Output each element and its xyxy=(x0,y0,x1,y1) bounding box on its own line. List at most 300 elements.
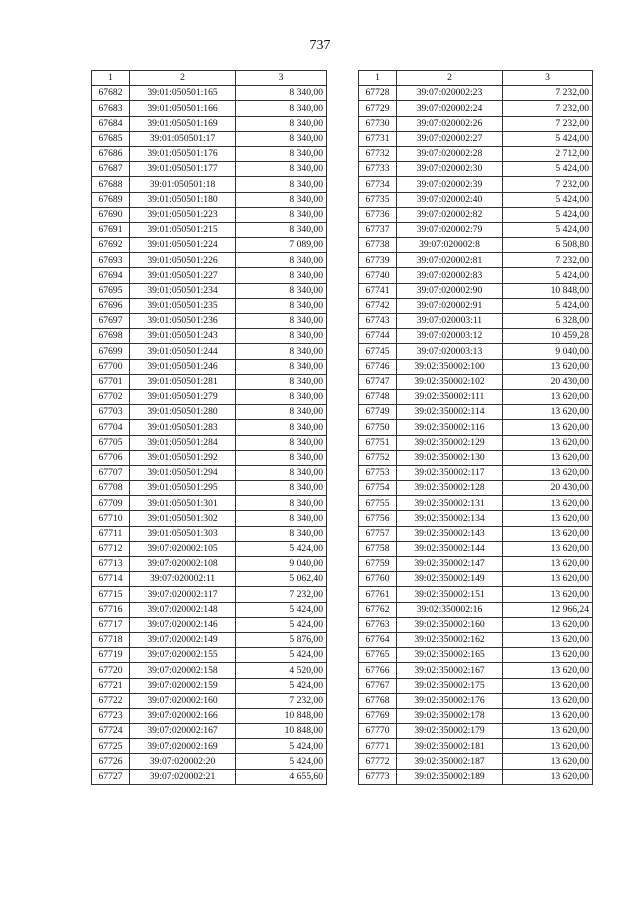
cadastral-number-cell: 39:02:350002:189 xyxy=(397,769,503,784)
cadastral-number-cell: 39:01:050501:236 xyxy=(130,314,236,329)
cadastral-number-cell: 39:07:020002:167 xyxy=(130,724,236,739)
cadastral-number-cell: 39:07:020002:8 xyxy=(397,238,503,253)
cadastral-number-cell: 39:02:350002:175 xyxy=(397,678,503,693)
cadastral-number-cell: 39:07:020002:24 xyxy=(397,101,503,116)
table-row xyxy=(92,678,327,693)
table-row xyxy=(92,222,327,237)
value-cell: 5 424,00 xyxy=(503,268,593,283)
cadastral-number-cell: 39:07:020002:166 xyxy=(130,708,236,723)
column-header-value: 3 xyxy=(503,71,593,86)
value-cell: 7 232,00 xyxy=(503,177,593,192)
table-row xyxy=(92,754,327,769)
table-row xyxy=(92,344,327,359)
row-number-cell: 67766 xyxy=(359,663,397,678)
row-number-cell: 67744 xyxy=(359,329,397,344)
table-row xyxy=(359,724,593,739)
row-number-cell: 67732 xyxy=(359,146,397,161)
table-row xyxy=(92,617,327,632)
row-number-cell: 67702 xyxy=(92,389,130,404)
table-row xyxy=(92,283,327,298)
table-row xyxy=(359,101,593,116)
value-cell: 8 340,00 xyxy=(236,177,327,192)
cadastral-number-cell: 39:02:350002:187 xyxy=(397,754,503,769)
value-cell: 10 848,00 xyxy=(236,724,327,739)
cadastral-number-cell: 39:07:020002:105 xyxy=(130,541,236,556)
row-number-cell: 67730 xyxy=(359,116,397,131)
value-cell: 5 424,00 xyxy=(236,602,327,617)
row-number-cell: 67705 xyxy=(92,435,130,450)
cadastral-number-cell: 39:01:050501:223 xyxy=(130,207,236,222)
cadastral-number-cell: 39:02:350002:134 xyxy=(397,511,503,526)
value-cell: 20 430,00 xyxy=(503,481,593,496)
cadastral-number-cell: 39:07:020003:11 xyxy=(397,314,503,329)
table-row xyxy=(92,162,327,177)
value-cell: 8 340,00 xyxy=(236,420,327,435)
table-row xyxy=(92,131,327,146)
table-header-row xyxy=(92,71,327,86)
row-number-cell: 67706 xyxy=(92,450,130,465)
table-row xyxy=(359,207,593,222)
cadastral-number-cell: 39:01:050501:169 xyxy=(130,116,236,131)
table-row xyxy=(359,693,593,708)
row-number-cell: 67692 xyxy=(92,238,130,253)
table-row xyxy=(92,496,327,511)
row-number-cell: 67716 xyxy=(92,602,130,617)
table-row xyxy=(359,678,593,693)
value-cell: 10 848,00 xyxy=(236,708,327,723)
row-number-cell: 67758 xyxy=(359,541,397,556)
value-cell: 13 620,00 xyxy=(503,617,593,632)
value-cell: 6 508,80 xyxy=(503,238,593,253)
table-row xyxy=(359,238,593,253)
table-row xyxy=(359,405,593,420)
row-number-cell: 67709 xyxy=(92,496,130,511)
cadastral-number-cell: 39:02:350002:176 xyxy=(397,693,503,708)
row-number-cell: 67771 xyxy=(359,739,397,754)
table-row xyxy=(359,283,593,298)
table-row xyxy=(359,116,593,131)
value-cell: 8 340,00 xyxy=(236,101,327,116)
cadastral-number-cell: 39:01:050501:244 xyxy=(130,344,236,359)
table-row xyxy=(92,314,327,329)
row-number-cell: 67707 xyxy=(92,465,130,480)
value-cell: 13 620,00 xyxy=(503,769,593,784)
value-cell: 8 340,00 xyxy=(236,465,327,480)
row-number-cell: 67713 xyxy=(92,557,130,572)
row-number-cell: 67764 xyxy=(359,632,397,647)
cadastral-number-cell: 39:07:020002:20 xyxy=(130,754,236,769)
value-cell: 2 712,00 xyxy=(503,146,593,161)
value-cell: 5 424,00 xyxy=(236,617,327,632)
cadastral-number-cell: 39:02:350002:102 xyxy=(397,374,503,389)
value-cell: 13 620,00 xyxy=(503,511,593,526)
table-row xyxy=(92,511,327,526)
value-cell: 13 620,00 xyxy=(503,572,593,587)
table-row xyxy=(92,693,327,708)
row-number-cell: 67750 xyxy=(359,420,397,435)
row-number-cell: 67722 xyxy=(92,693,130,708)
value-cell: 8 340,00 xyxy=(236,450,327,465)
table-row xyxy=(92,374,327,389)
row-number-cell: 67708 xyxy=(92,481,130,496)
value-cell: 8 340,00 xyxy=(236,405,327,420)
table-row xyxy=(92,116,327,131)
cadastral-number-cell: 39:07:020002:148 xyxy=(130,602,236,617)
cadastral-number-cell: 39:07:020002:81 xyxy=(397,253,503,268)
value-cell: 8 340,00 xyxy=(236,359,327,374)
table-row xyxy=(359,131,593,146)
cadastral-number-cell: 39:02:350002:178 xyxy=(397,708,503,723)
table-row xyxy=(92,146,327,161)
table-row xyxy=(359,329,593,344)
cadastral-number-cell: 39:01:050501:302 xyxy=(130,511,236,526)
row-number-cell: 67694 xyxy=(92,268,130,283)
row-number-cell: 67768 xyxy=(359,693,397,708)
table-row xyxy=(359,708,593,723)
table-row xyxy=(359,526,593,541)
value-cell: 13 620,00 xyxy=(503,405,593,420)
table-row xyxy=(359,465,593,480)
cadastral-number-cell: 39:07:020002:155 xyxy=(130,648,236,663)
value-cell: 4 655,60 xyxy=(236,769,327,784)
cadastral-number-cell: 39:02:350002:160 xyxy=(397,617,503,632)
table-row xyxy=(92,192,327,207)
row-number-cell: 67698 xyxy=(92,329,130,344)
table-row xyxy=(359,648,593,663)
row-number-cell: 67767 xyxy=(359,678,397,693)
cadastral-number-cell: 39:01:050501:165 xyxy=(130,86,236,101)
cadastral-number-cell: 39:02:350002:151 xyxy=(397,587,503,602)
cadastral-number-cell: 39:01:050501:226 xyxy=(130,253,236,268)
row-number-cell: 67688 xyxy=(92,177,130,192)
value-cell: 12 966,24 xyxy=(503,602,593,617)
value-cell: 10 459,28 xyxy=(503,329,593,344)
cadastral-number-cell: 39:02:350002:131 xyxy=(397,496,503,511)
row-number-cell: 67737 xyxy=(359,222,397,237)
table-row xyxy=(359,374,593,389)
row-number-cell: 67760 xyxy=(359,572,397,587)
column-header-number: 1 xyxy=(92,71,130,86)
value-cell: 8 340,00 xyxy=(236,116,327,131)
cadastral-number-cell: 39:02:350002:149 xyxy=(397,572,503,587)
table-row xyxy=(359,177,593,192)
table-row xyxy=(92,329,327,344)
registry-table-left xyxy=(91,70,327,785)
value-cell: 6 328,00 xyxy=(503,314,593,329)
row-number-cell: 67704 xyxy=(92,420,130,435)
row-number-cell: 67714 xyxy=(92,572,130,587)
table-row xyxy=(359,511,593,526)
row-number-cell: 67735 xyxy=(359,192,397,207)
value-cell: 8 340,00 xyxy=(236,329,327,344)
cadastral-number-cell: 39:07:020002:169 xyxy=(130,739,236,754)
value-cell: 8 340,00 xyxy=(236,222,327,237)
value-cell: 8 340,00 xyxy=(236,511,327,526)
table-row xyxy=(92,450,327,465)
table-row xyxy=(359,253,593,268)
value-cell: 7 089,00 xyxy=(236,238,327,253)
value-cell: 13 620,00 xyxy=(503,663,593,678)
table-row xyxy=(92,557,327,572)
table-row xyxy=(359,162,593,177)
value-cell: 8 340,00 xyxy=(236,268,327,283)
table-row xyxy=(92,298,327,313)
value-cell: 8 340,00 xyxy=(236,435,327,450)
row-number-cell: 67731 xyxy=(359,131,397,146)
table-row xyxy=(92,572,327,587)
table-row xyxy=(92,724,327,739)
cadastral-number-cell: 39:07:020002:11 xyxy=(130,572,236,587)
table-row xyxy=(359,298,593,313)
row-number-cell: 67727 xyxy=(92,769,130,784)
row-number-cell: 67751 xyxy=(359,435,397,450)
cadastral-number-cell: 39:07:020002:160 xyxy=(130,693,236,708)
cadastral-number-cell: 39:07:020002:158 xyxy=(130,663,236,678)
value-cell: 13 620,00 xyxy=(503,465,593,480)
table-row xyxy=(359,557,593,572)
row-number-cell: 67748 xyxy=(359,389,397,404)
table-row xyxy=(359,222,593,237)
value-cell: 8 340,00 xyxy=(236,314,327,329)
value-cell: 5 424,00 xyxy=(236,648,327,663)
row-number-cell: 67682 xyxy=(92,86,130,101)
column-header-cadastral: 2 xyxy=(397,71,503,86)
row-number-cell: 67754 xyxy=(359,481,397,496)
cadastral-number-cell: 39:01:050501:243 xyxy=(130,329,236,344)
row-number-cell: 67689 xyxy=(92,192,130,207)
value-cell: 13 620,00 xyxy=(503,389,593,404)
value-cell: 8 340,00 xyxy=(236,374,327,389)
value-cell: 9 040,00 xyxy=(503,344,593,359)
value-cell: 13 620,00 xyxy=(503,496,593,511)
row-number-cell: 67752 xyxy=(359,450,397,465)
cadastral-number-cell: 39:07:020002:28 xyxy=(397,146,503,161)
value-cell: 4 520,00 xyxy=(236,663,327,678)
row-number-cell: 67700 xyxy=(92,359,130,374)
value-cell: 5 424,00 xyxy=(503,298,593,313)
table-row xyxy=(92,405,327,420)
table-row xyxy=(92,739,327,754)
table-row xyxy=(359,754,593,769)
table-row xyxy=(92,526,327,541)
value-cell: 5 424,00 xyxy=(503,131,593,146)
value-cell: 9 040,00 xyxy=(236,557,327,572)
row-number-cell: 67724 xyxy=(92,724,130,739)
cadastral-number-cell: 39:07:020002:90 xyxy=(397,283,503,298)
table-row xyxy=(92,435,327,450)
table-row xyxy=(92,708,327,723)
cadastral-number-cell: 39:02:350002:128 xyxy=(397,481,503,496)
row-number-cell: 67719 xyxy=(92,648,130,663)
cadastral-number-cell: 39:07:020002:40 xyxy=(397,192,503,207)
table-row xyxy=(92,268,327,283)
row-number-cell: 67746 xyxy=(359,359,397,374)
table-row xyxy=(92,207,327,222)
cadastral-number-cell: 39:01:050501:292 xyxy=(130,450,236,465)
table-row xyxy=(359,602,593,617)
cadastral-number-cell: 39:07:020002:159 xyxy=(130,678,236,693)
table-row xyxy=(359,587,593,602)
table-row xyxy=(359,481,593,496)
table-row xyxy=(359,435,593,450)
cadastral-number-cell: 39:02:350002:16 xyxy=(397,602,503,617)
value-cell: 13 620,00 xyxy=(503,450,593,465)
row-number-cell: 67691 xyxy=(92,222,130,237)
value-cell: 13 620,00 xyxy=(503,541,593,556)
table-row xyxy=(92,389,327,404)
cadastral-number-cell: 39:01:050501:166 xyxy=(130,101,236,116)
table-row xyxy=(92,541,327,556)
row-number-cell: 67729 xyxy=(359,101,397,116)
row-number-cell: 67690 xyxy=(92,207,130,222)
cadastral-number-cell: 39:02:350002:116 xyxy=(397,420,503,435)
cadastral-number-cell: 39:01:050501:284 xyxy=(130,435,236,450)
table-row xyxy=(359,420,593,435)
table-row xyxy=(359,389,593,404)
cadastral-number-cell: 39:07:020002:79 xyxy=(397,222,503,237)
row-number-cell: 67717 xyxy=(92,617,130,632)
table-row xyxy=(92,481,327,496)
row-number-cell: 67759 xyxy=(359,557,397,572)
cadastral-number-cell: 39:01:050501:180 xyxy=(130,192,236,207)
cadastral-number-cell: 39:07:020002:83 xyxy=(397,268,503,283)
row-number-cell: 67770 xyxy=(359,724,397,739)
cadastral-number-cell: 39:01:050501:283 xyxy=(130,420,236,435)
row-number-cell: 67685 xyxy=(92,131,130,146)
cadastral-number-cell: 39:01:050501:294 xyxy=(130,465,236,480)
value-cell: 13 620,00 xyxy=(503,739,593,754)
row-number-cell: 67711 xyxy=(92,526,130,541)
value-cell: 5 424,00 xyxy=(236,739,327,754)
cadastral-number-cell: 39:07:020002:91 xyxy=(397,298,503,313)
cadastral-number-cell: 39:02:350002:147 xyxy=(397,557,503,572)
cadastral-number-cell: 39:07:020002:82 xyxy=(397,207,503,222)
value-cell: 5 876,00 xyxy=(236,632,327,647)
value-cell: 7 232,00 xyxy=(236,693,327,708)
value-cell: 13 620,00 xyxy=(503,724,593,739)
cadastral-number-cell: 39:01:050501:303 xyxy=(130,526,236,541)
row-number-cell: 67684 xyxy=(92,116,130,131)
cadastral-number-cell: 39:07:020003:12 xyxy=(397,329,503,344)
row-number-cell: 67710 xyxy=(92,511,130,526)
table-row xyxy=(359,663,593,678)
cadastral-number-cell: 39:02:350002:117 xyxy=(397,465,503,480)
row-number-cell: 67726 xyxy=(92,754,130,769)
row-number-cell: 67745 xyxy=(359,344,397,359)
row-number-cell: 67697 xyxy=(92,314,130,329)
value-cell: 8 340,00 xyxy=(236,481,327,496)
row-number-cell: 67755 xyxy=(359,496,397,511)
table-row xyxy=(359,632,593,647)
cadastral-number-cell: 39:01:050501:234 xyxy=(130,283,236,298)
row-number-cell: 67687 xyxy=(92,162,130,177)
row-number-cell: 67693 xyxy=(92,253,130,268)
row-number-cell: 67712 xyxy=(92,541,130,556)
cadastral-number-cell: 39:07:020002:26 xyxy=(397,116,503,131)
row-number-cell: 67772 xyxy=(359,754,397,769)
table-row xyxy=(359,359,593,374)
cadastral-number-cell: 39:01:050501:18 xyxy=(130,177,236,192)
cadastral-number-cell: 39:02:350002:114 xyxy=(397,405,503,420)
cadastral-number-cell: 39:07:020002:21 xyxy=(130,769,236,784)
table-row xyxy=(92,587,327,602)
value-cell: 10 848,00 xyxy=(503,283,593,298)
row-number-cell: 67733 xyxy=(359,162,397,177)
value-cell: 8 340,00 xyxy=(236,283,327,298)
value-cell: 13 620,00 xyxy=(503,359,593,374)
value-cell: 8 340,00 xyxy=(236,389,327,404)
cadastral-number-cell: 39:01:050501:279 xyxy=(130,389,236,404)
value-cell: 13 620,00 xyxy=(503,678,593,693)
cadastral-number-cell: 39:01:050501:246 xyxy=(130,359,236,374)
value-cell: 20 430,00 xyxy=(503,374,593,389)
table-row xyxy=(359,572,593,587)
value-cell: 7 232,00 xyxy=(236,587,327,602)
cadastral-number-cell: 39:01:050501:295 xyxy=(130,481,236,496)
cadastral-number-cell: 39:02:350002:162 xyxy=(397,632,503,647)
value-cell: 5 062,40 xyxy=(236,572,327,587)
table-row xyxy=(359,268,593,283)
cadastral-number-cell: 39:07:020003:13 xyxy=(397,344,503,359)
table-row xyxy=(92,101,327,116)
row-number-cell: 67773 xyxy=(359,769,397,784)
table-row xyxy=(92,632,327,647)
table-row xyxy=(359,769,593,784)
value-cell: 8 340,00 xyxy=(236,526,327,541)
cadastral-number-cell: 39:02:350002:179 xyxy=(397,724,503,739)
table-row xyxy=(359,450,593,465)
row-number-cell: 67723 xyxy=(92,708,130,723)
cadastral-number-cell: 39:01:050501:176 xyxy=(130,146,236,161)
value-cell: 13 620,00 xyxy=(503,557,593,572)
table-row xyxy=(92,86,327,101)
row-number-cell: 67756 xyxy=(359,511,397,526)
row-number-cell: 67703 xyxy=(92,405,130,420)
value-cell: 5 424,00 xyxy=(236,678,327,693)
row-number-cell: 67728 xyxy=(359,86,397,101)
cadastral-number-cell: 39:07:020002:39 xyxy=(397,177,503,192)
registry-table-right xyxy=(358,70,593,785)
cadastral-number-cell: 39:02:350002:100 xyxy=(397,359,503,374)
table-row xyxy=(359,496,593,511)
cadastral-number-cell: 39:01:050501:280 xyxy=(130,405,236,420)
row-number-cell: 67715 xyxy=(92,587,130,602)
table-row xyxy=(359,541,593,556)
row-number-cell: 67765 xyxy=(359,648,397,663)
value-cell: 8 340,00 xyxy=(236,496,327,511)
table-row xyxy=(359,314,593,329)
value-cell: 8 340,00 xyxy=(236,207,327,222)
value-cell: 8 340,00 xyxy=(236,162,327,177)
table-row xyxy=(92,253,327,268)
table-row xyxy=(92,177,327,192)
value-cell: 5 424,00 xyxy=(503,192,593,207)
row-number-cell: 67725 xyxy=(92,739,130,754)
table-row xyxy=(92,238,327,253)
cadastral-number-cell: 39:07:020002:23 xyxy=(397,86,503,101)
row-number-cell: 67718 xyxy=(92,632,130,647)
table-row xyxy=(359,739,593,754)
value-cell: 13 620,00 xyxy=(503,632,593,647)
row-number-cell: 67699 xyxy=(92,344,130,359)
row-number-cell: 67739 xyxy=(359,253,397,268)
row-number-cell: 67720 xyxy=(92,663,130,678)
value-cell: 8 340,00 xyxy=(236,344,327,359)
cadastral-number-cell: 39:07:020002:108 xyxy=(130,557,236,572)
cadastral-number-cell: 39:02:350002:144 xyxy=(397,541,503,556)
table-row xyxy=(359,617,593,632)
row-number-cell: 67749 xyxy=(359,405,397,420)
